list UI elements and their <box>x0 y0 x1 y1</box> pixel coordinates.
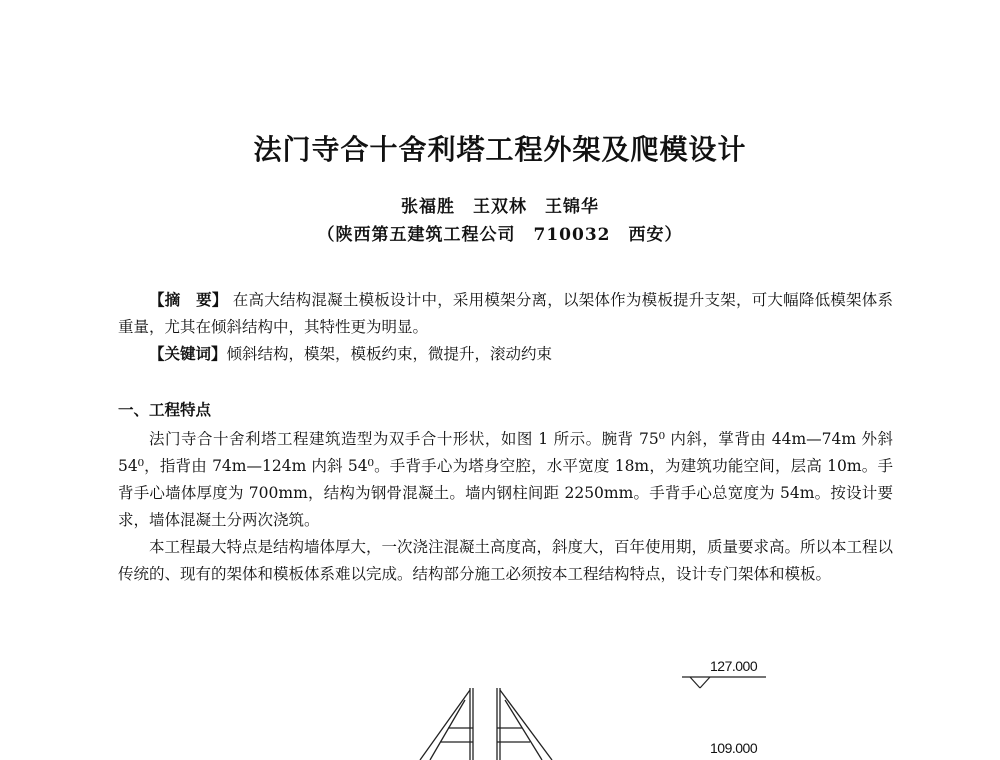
elevation-label-second: 109.000 <box>710 740 758 756</box>
paper-title: 法门寺合十舍利塔工程外架及爬模设计 <box>253 133 747 166</box>
keywords-label: 【关键词】 <box>149 344 227 363</box>
keywords-paragraph <box>118 340 893 368</box>
affiliation: （陕西第五建筑工程公司 710032 西安） <box>317 225 683 245</box>
section-heading: 一、工程特点 <box>118 401 212 419</box>
author-list: 张福胜 王双林 王锦华 <box>401 197 599 217</box>
body-paragraph-1: 法门寺合十舍利塔工程建筑造型为双手合十形状，如图 1 所示。腕背 75⁰ 内斜，掌背由 44m—74m 外斜 54⁰，指背由 74m—124m 内斜 54⁰。手背手心为塔身空腔，水平宽度 18m，为建筑功能空间，层高 10m。手背手心墙体厚度为 700mm，结构为钢骨混凝土。墙内钢柱间距 2250mm。手背手心总宽度为 54m。按设计要求，墙体混凝土分两次浇筑。 <box>118 430 893 529</box>
elevation-label-top: 127.000 <box>710 658 758 674</box>
abstract-text: 在高大结构混凝土模板设计中，采用模架分离，以架体作为模板提升支架，可大幅降低模架体系重量，尤其在倾斜结构中，其特性更为明显。 <box>118 291 893 336</box>
tower-outline <box>420 688 552 760</box>
abstract-paragraph <box>118 286 893 341</box>
elevation-marker <box>682 677 766 688</box>
abstract-label: 【摘 要】 <box>149 290 228 309</box>
keywords-text: 倾斜结构，模架，模板约束，微提升，滚动约束 <box>226 345 553 363</box>
tower-figure <box>0 640 1000 760</box>
body-paragraph-2: 本工程最大特点是结构墙体厚大，一次浇注混凝土高度高，斜度大，百年使用期，质量要求高。所以本工程以传统的、现有的架体和模板体系难以完成。结构部分施工必须按本工程结构特点，设计专门架体和模板。 <box>118 538 894 583</box>
